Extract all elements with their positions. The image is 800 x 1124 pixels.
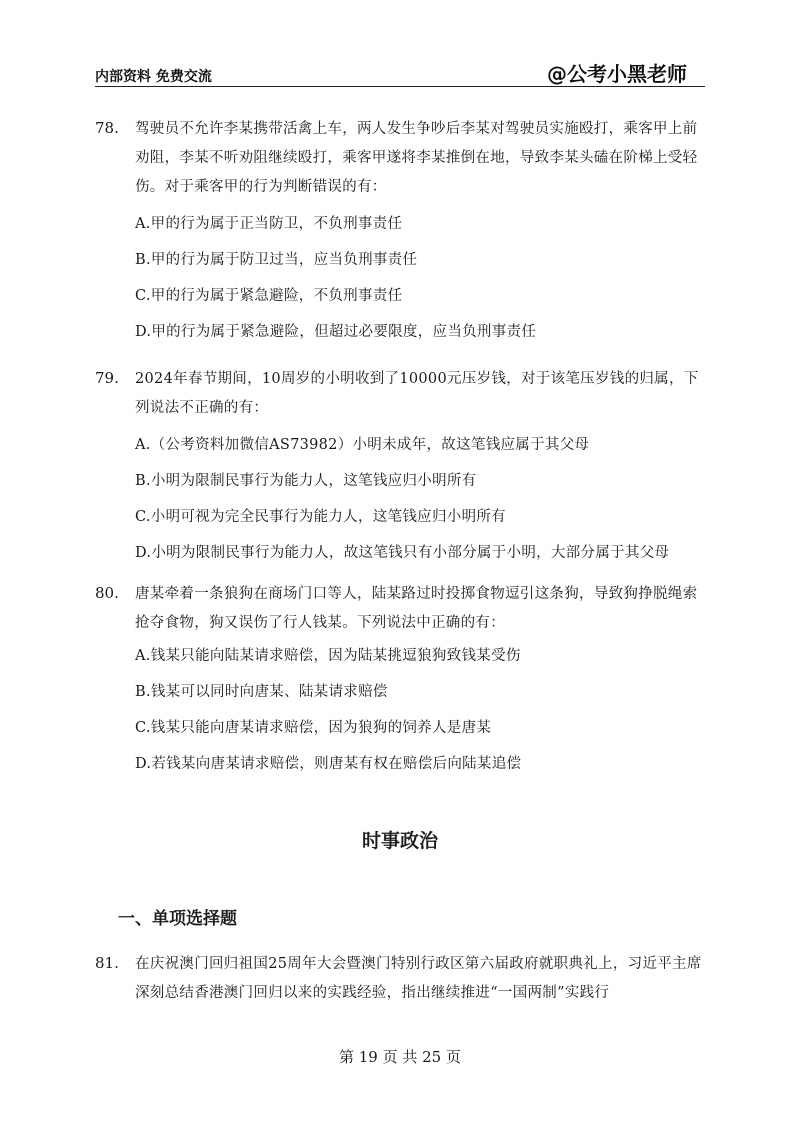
option-c: C.小明可视为完全民事行为能力人，这笔钱应归小明所有 xyxy=(135,509,506,525)
option-a: A.（公考资料加微信AS73982）小明未成年，故这笔钱应属于其父母 xyxy=(135,437,590,453)
option-a: A.钱某只能向陆某请求赔偿，因为陆某挑逗狼狗致钱某受伤 xyxy=(135,648,521,664)
question-number: 79. xyxy=(95,369,119,387)
header-divider xyxy=(95,86,705,87)
question-number: 78. xyxy=(95,119,119,137)
section-subtitle: 一、单项选择题 xyxy=(118,909,237,929)
section-title: 时事政治 xyxy=(361,830,438,852)
question-number: 80. xyxy=(95,584,119,602)
question-stem: 驾驶员不允许李某携带活禽上车，两人发生争吵后李某对驾驶员实施殴打，乘客甲上前劝阻，李某不听劝阻继续殴打，乘客甲遂将李某推倒在地，导致李某头磕在阶梯上受轻伤。对于乘客甲的行为判断错误的有： xyxy=(135,121,698,195)
header-left-label: 内部资料 免费交流 xyxy=(95,69,212,85)
option-c: C.甲的行为属于紧急避险，不负刑事责任 xyxy=(135,288,403,304)
question-number: 81. xyxy=(95,954,119,972)
page-footer: 第 19 页 共 25 页 xyxy=(338,1048,461,1066)
question-80 xyxy=(95,580,710,782)
question-stem: 2024年春节期间，10周岁的小明收到了10000元压岁钱，对于该笔压岁钱的归属，下列说法不正确的有： xyxy=(135,371,699,416)
question-79 xyxy=(95,365,710,571)
option-d: D.若钱某向唐某请求赔偿，则唐某有权在赔偿后向陆某追偿 xyxy=(135,756,522,772)
option-b: B.甲的行为属于防卫过当，应当负刑事责任 xyxy=(135,252,418,268)
option-d: D.甲的行为属于紧急避险，但超过必要限度，应当负刑事责任 xyxy=(135,324,537,340)
page-header xyxy=(95,58,705,88)
question-78 xyxy=(95,115,710,350)
question-stem: 唐某牵着一条狼狗在商场门口等人，陆某路过时投掷食物逗引这条狗，导致狗挣脱绳索抢夺食物，狗又误伤了行人钱某。下列说法中正确的有： xyxy=(135,586,698,631)
header-watermark: @公考小黑老师 xyxy=(547,62,687,86)
option-a: A.甲的行为属于正当防卫，不负刑事责任 xyxy=(135,216,403,232)
question-81 xyxy=(95,950,710,1008)
question-stem: 在庆祝澳门回归祖国25周年大会暨澳门特别行政区第六届政府就职典礼上，习近平主席深刻总结香港澳门回归以来的实践经验，指出继续推进“一国两制”实践行 xyxy=(135,956,702,1001)
option-b: B.小明为限制民事行为能力人，这笔钱应归小明所有 xyxy=(135,473,477,489)
option-b: B.钱某可以同时向唐某、陆某请求赔偿 xyxy=(135,684,388,700)
option-c: C.钱某只能向唐某请求赔偿，因为狼狗的饲养人是唐某 xyxy=(135,720,492,736)
option-d: D.小明为限制民事行为能力人，故这笔钱只有小部分属于小明，大部分属于其父母 xyxy=(135,545,670,561)
